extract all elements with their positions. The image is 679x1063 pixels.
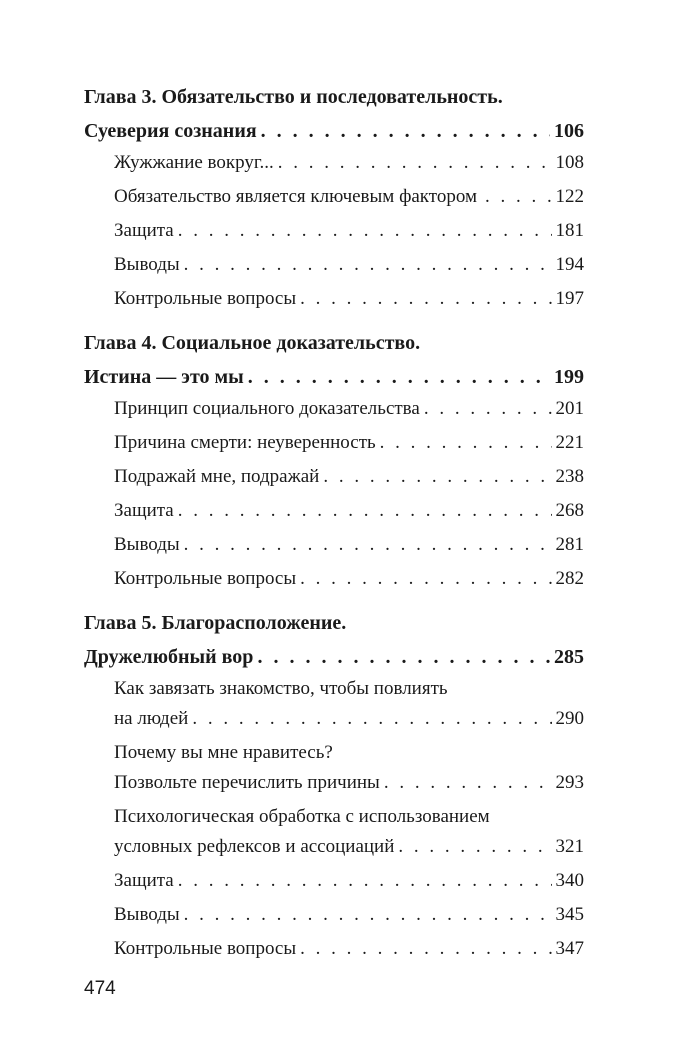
entry-page: 181: [555, 220, 584, 241]
entry-title: Защита: [114, 500, 174, 521]
chapter-heading: [84, 606, 584, 674]
entry-title: Причина смерти: неуверенность: [114, 432, 376, 453]
entry-title: Контрольные вопросы: [114, 938, 297, 959]
entry-page: 290: [555, 708, 584, 729]
entry-title: Жужжание вокруг...: [114, 152, 274, 173]
entry-title: на людей: [114, 708, 189, 729]
entry-title: Выводы: [114, 254, 180, 275]
chapter-heading: [84, 80, 584, 148]
chapter-title-row: [84, 640, 584, 674]
toc-entry: [114, 284, 584, 314]
toc-entry: [114, 182, 584, 212]
entry-page: 345: [555, 904, 584, 925]
chapter-title-line1: Глава 4. Социальное доказательство.: [84, 332, 421, 354]
entry-page: 122: [555, 186, 584, 207]
chapter-title-line1: Глава 5. Благорасположение.: [84, 612, 347, 634]
leader-dots: [380, 428, 552, 458]
entry-title: Контрольные вопросы: [114, 288, 297, 309]
entry-title: Контрольные вопросы: [114, 568, 297, 589]
leader-dots: [178, 216, 552, 246]
toc-entry: [114, 564, 584, 594]
leader-dots: [300, 934, 551, 964]
toc-entry: [114, 530, 584, 560]
entry-page: 268: [555, 500, 584, 521]
leader-dots: [424, 394, 552, 424]
leader-dots: [192, 704, 551, 734]
entry-page: 282: [555, 568, 584, 589]
chapter-title-line2: Суеверия сознания: [84, 120, 257, 142]
entry-page: 221: [555, 432, 584, 453]
toc-entry: [114, 148, 584, 178]
leader-dots: [178, 866, 552, 896]
entry-title: Выводы: [114, 534, 180, 555]
entry-page: 340: [555, 870, 584, 891]
toc-entry: [114, 674, 584, 734]
entry-page: 281: [555, 534, 584, 555]
entry-page: 238: [555, 466, 584, 487]
toc-entry: [114, 738, 584, 798]
chapter-page: 106: [554, 120, 584, 142]
chapter-title-row: [84, 360, 584, 394]
leader-dots: [485, 182, 551, 212]
chapter-page: 199: [554, 366, 584, 388]
toc-entry: [114, 462, 584, 492]
toc-entry: [114, 496, 584, 526]
leader-dots: [184, 530, 552, 560]
toc-entry: [114, 428, 584, 458]
chapter-title-line2: Дружелюбный вор: [84, 646, 254, 668]
chapter-heading: [84, 326, 584, 394]
chapter-title-line2: Истина — это мы: [84, 366, 244, 388]
chapter-5: [84, 606, 584, 964]
chapter-title-row: [84, 114, 584, 148]
leader-dots: [300, 564, 551, 594]
entry-title: Защита: [114, 220, 174, 241]
entry-title: Обязательство является ключевым фактором: [114, 186, 478, 207]
leader-dots: [300, 284, 551, 314]
entry-page: 201: [555, 398, 584, 419]
entry-page: 108: [555, 152, 584, 173]
entry-title: Выводы: [114, 904, 180, 925]
entry-page: 197: [555, 288, 584, 309]
entry-title: Позвольте перечислить причины: [114, 772, 380, 793]
leader-dots: [261, 114, 550, 148]
leader-dots: [184, 250, 552, 280]
entry-title-line1: Психологическая обработка с использованием: [114, 806, 490, 827]
entry-title-line1: Как завязать знакомство, чтобы повлиять: [114, 678, 448, 699]
leader-dots: [398, 832, 551, 862]
toc-entry: [114, 934, 584, 964]
page-number: 474: [84, 978, 116, 999]
leader-dots: [248, 360, 550, 394]
chapter-page: 285: [554, 646, 584, 668]
entry-page: 347: [555, 938, 584, 959]
toc-entry: [114, 802, 584, 862]
leader-dots: [257, 640, 550, 674]
toc-entry: [114, 866, 584, 896]
entry-title-row: [114, 768, 584, 798]
entry-title-row: [114, 832, 584, 862]
entry-title: Защита: [114, 870, 174, 891]
entry-title: Подражай мне, подражай: [114, 466, 320, 487]
entry-page: 194: [555, 254, 584, 275]
entry-title: Принцип социального доказательства: [114, 398, 420, 419]
toc-entry: [114, 250, 584, 280]
leader-dots: [178, 496, 552, 526]
table-of-contents: [84, 80, 584, 976]
leader-dots: [384, 768, 552, 798]
toc-entry: [114, 900, 584, 930]
toc-entry: [114, 216, 584, 246]
entry-title: условных рефлексов и ассоциаций: [114, 836, 395, 857]
leader-dots: [278, 148, 552, 178]
entry-title-line1: Почему вы мне нравитесь?: [114, 742, 333, 763]
toc-entry: [114, 394, 584, 424]
leader-dots: [184, 900, 552, 930]
entry-page: 293: [555, 772, 584, 793]
entry-title-row: [114, 704, 584, 734]
chapter-4: [84, 326, 584, 594]
chapter-title-line1: Глава 3. Обязательство и последовательность.: [84, 86, 503, 108]
chapter-3: [84, 80, 584, 314]
leader-dots: [323, 462, 551, 492]
entry-page: 321: [555, 836, 584, 857]
